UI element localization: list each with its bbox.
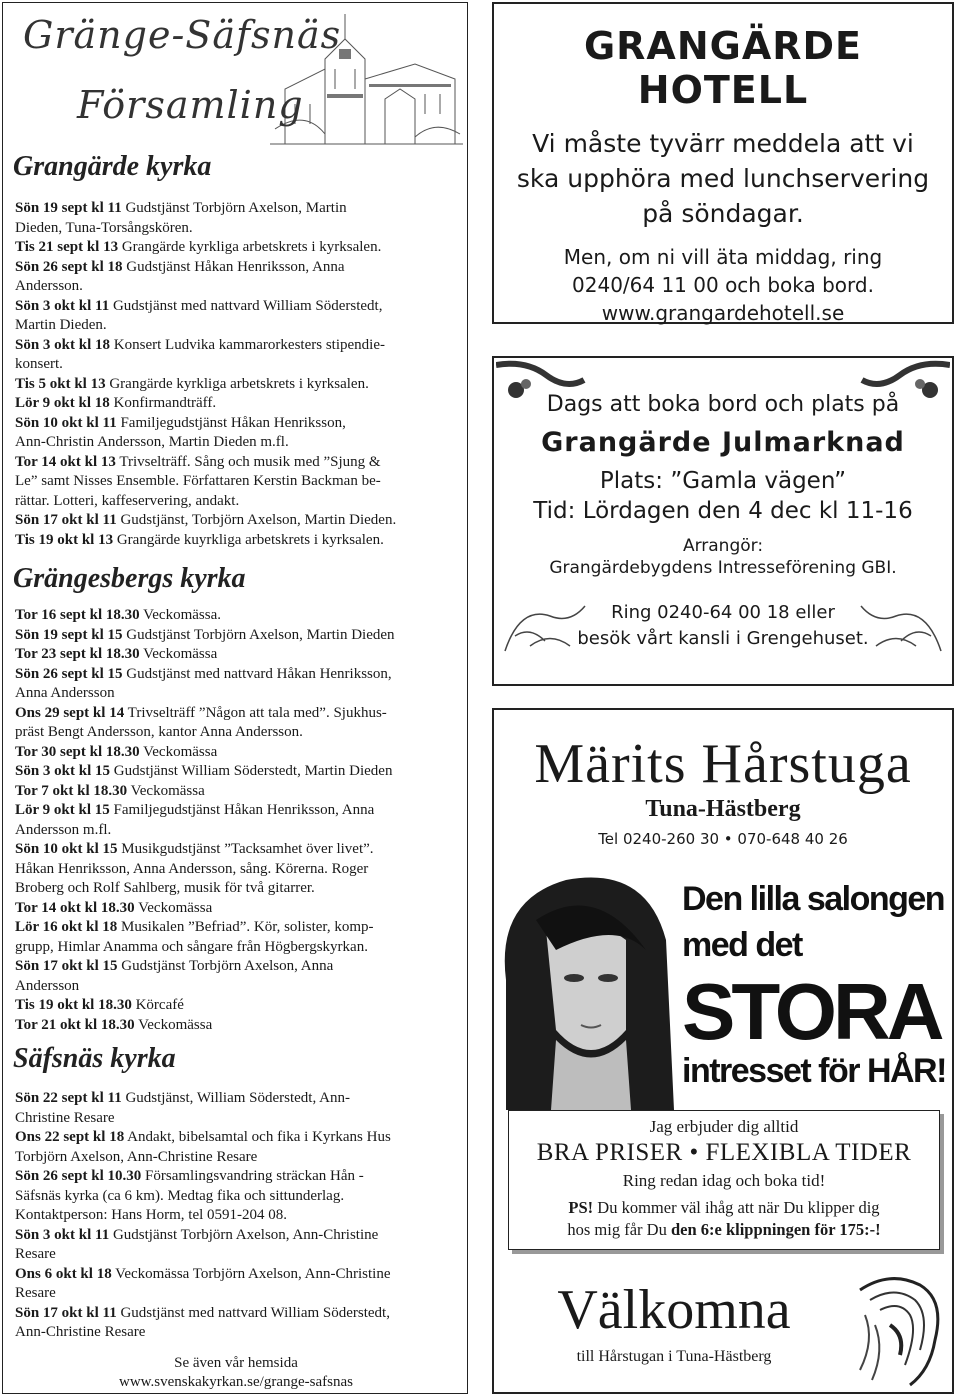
hotel-ad — [492, 2, 954, 324]
schedule-date: Tor 14 okt kl 18.30 — [15, 899, 135, 916]
schedule-line — [15, 219, 461, 239]
schedule-line — [15, 258, 461, 278]
schedule-text: Gudstjänst med nattvard William Söderstedt, — [109, 297, 383, 314]
schedule-text: Trivselträff. Sång och musik med ”Sjung & — [115, 453, 381, 470]
schedule-date: Sön 10 okt kl 11 — [15, 414, 117, 431]
schedule-line — [15, 665, 461, 685]
christmas-market-ad — [492, 356, 954, 686]
schedule-text: Veckomässa Torbjörn Axelson, Ann-Christine — [111, 1265, 391, 1282]
schedule-date: Sön 3 okt kl 18 — [15, 336, 111, 353]
schedule-text: Resare — [15, 1246, 56, 1262]
schedule-date: Tor 30 sept kl 18.30 — [15, 743, 140, 760]
schedule-line — [15, 606, 461, 626]
schedule-text: Kontaktperson: Hans Horm, tel 0591-204 08. — [15, 1207, 288, 1223]
schedule-text: Resare — [15, 1285, 56, 1301]
schedule-date: Tor 7 okt kl 18.30 — [15, 782, 128, 799]
schedule-text: Körcafé — [131, 997, 184, 1013]
offer-headline: BRA PRISER • FLEXIBLA TIDER — [536, 1139, 912, 1166]
schedule-line — [15, 977, 461, 997]
salon-name: Märits Hårstuga — [534, 733, 912, 795]
schedule-line — [15, 1016, 461, 1036]
schedule-line — [15, 626, 461, 646]
schedule-date: Lör 9 okt kl 18 — [15, 395, 110, 411]
schedule-text: Dieden, Tuna-Torsångskören. — [15, 219, 193, 236]
market-organizer: Grangärdebygdens Intresseförening GBI. — [549, 558, 897, 578]
schedule-text: Musikgudstjänst ”Tacksamhet över livet”. — [117, 841, 374, 857]
schedule-text: Familjegudstjänst Håkan Henriksson, Anna — [109, 802, 375, 818]
schedule-text: Andersson. — [15, 278, 83, 294]
schedule-line — [15, 1245, 461, 1265]
schedule-text: Grangärde kyrkliga arbetskrets i kyrksalen. — [105, 375, 369, 392]
schedule-text: Håkan Henriksson, Anna Andersson, sång. Körerna. Roger — [15, 860, 369, 877]
schedule-line — [15, 1089, 461, 1109]
hotel-website-link[interactable]: www.grangardehotell.se — [601, 301, 845, 325]
schedule-text: rättar. Lotteri, kaffeservering, andakt. — [15, 492, 240, 509]
ornament-top-right-icon — [860, 360, 950, 410]
ps-deal: den 6:e klippningen för 175:-! — [670, 1220, 881, 1239]
schedule-text: grupp, Himlar Anamma och sångare från Högbergskyrkan. — [15, 938, 368, 955]
hotel-notice-line1: Vi måste tyvärr meddela att vi — [532, 129, 914, 158]
schedule-date: Sön 3 okt kl 11 — [15, 297, 110, 314]
schedule-line — [15, 472, 461, 492]
ornament-bottom-left-icon — [500, 596, 590, 656]
schedule-text: Ann-Christin Andersson, Martin Dieden m.fl. — [15, 434, 289, 450]
schedule-text: Gudstjänst Torbjörn Axelson, Martin Dieden — [122, 626, 395, 643]
schedule-text: Församlingsvandring sträckan Hån - — [141, 1168, 364, 1184]
market-place: Plats: ”Gamla vägen” — [599, 468, 847, 494]
website-footer — [3, 1354, 469, 1392]
schedule-line — [15, 492, 461, 512]
schedule-line — [15, 375, 461, 395]
schedule-line — [15, 723, 461, 743]
offer-cta: Ring redan idag och boka tid! — [622, 1171, 826, 1190]
parish-title-line1: Gränge-Säfsnäs — [23, 13, 342, 57]
schedule-date: Tis 19 okt kl 13 — [15, 531, 114, 548]
schedule-line — [15, 1265, 461, 1285]
footer-url[interactable]: www.svenskakyrkan.se/grange-safsnas — [119, 1374, 353, 1390]
schedule-date: Ons 22 sept kl 18 — [15, 1129, 125, 1145]
schedule-line — [15, 879, 461, 899]
schedule-date: Sön 19 sept kl 11 — [15, 200, 122, 216]
schedule-text: Konsert Ludvika kammarorkesters stipendie- — [110, 336, 385, 353]
schedule-line — [15, 1284, 461, 1304]
hotel-notice-line2: ska upphöra med lunchservering — [516, 164, 930, 193]
schedule-line — [15, 899, 461, 919]
schedule-line — [15, 1323, 461, 1343]
schedule-line — [15, 918, 461, 938]
ps-text1: Du kommer väl ihåg att när Du klipper dig — [593, 1198, 880, 1217]
schedule-text: präst Bengt Andersson, kantor Anna Andersson. — [15, 724, 303, 740]
schedule-text: Gudstjänst Torbjörn Axelson, Martin — [121, 200, 347, 216]
schedule-date: Lör 16 okt kl 18 — [15, 919, 118, 935]
schedule-date: Sön 19 sept kl 15 — [15, 626, 123, 643]
market-contact-phone: Ring 0240-64 00 18 eller — [611, 602, 835, 623]
schedule-date: Tor 21 okt kl 18.30 — [15, 1016, 135, 1033]
schedule-line — [15, 821, 461, 841]
schedule-line — [15, 297, 461, 317]
schedule-line — [15, 1304, 461, 1324]
schedule-date: Tis 5 okt kl 13 — [15, 375, 106, 392]
schedule-line — [15, 1187, 461, 1207]
market-time: Tid: Lördagen den 4 dec kl 11-16 — [533, 498, 913, 524]
schedule-text: Musikalen ”Befriad”. Kör, solister, komp- — [117, 919, 374, 935]
schedule-line — [15, 199, 461, 219]
schedule-text: Gudstjänst med nattvard Håkan Henriksson, — [122, 665, 392, 682]
hotel-booking — [494, 243, 952, 327]
schedule-line — [15, 684, 461, 704]
schedule-text: Veckomässa — [134, 1016, 213, 1033]
section-heading-safsnas: Säfsnäs kyrka — [13, 1043, 176, 1074]
welcome-subtitle: till Hårstugan i Tuna-Hästberg — [576, 1348, 772, 1365]
section-heading-grangarde: Grangärde kyrka — [13, 151, 212, 182]
market-intro: Dags att boka bord och plats på — [546, 392, 900, 417]
schedule-line — [15, 238, 461, 258]
hotel-title: GRANGÄRDE HOTELL — [583, 24, 863, 112]
schedule-text: Gudstjänst, William Söderstedt, Ann- — [121, 1090, 350, 1106]
schedule-text: Martin Dieden. — [15, 317, 107, 333]
hair-illustration — [850, 1270, 950, 1390]
schedule-text: Andakt, bibelsamtal och fika i Kyrkans Hus — [124, 1129, 391, 1145]
hotel-notice-line3: på söndagar. — [642, 199, 804, 228]
schedule-date: Sön 26 sept kl 15 — [15, 665, 123, 682]
schedule-line — [15, 453, 461, 473]
schedule-date: Sön 26 sept kl 10.30 — [15, 1168, 142, 1184]
schedule-line — [15, 1167, 461, 1187]
slogan-big-word: STORA — [682, 967, 941, 1056]
schedule-text: Gudstjänst, Torbjörn Axelson, Martin Dieden. — [116, 512, 397, 528]
schedule-line — [15, 355, 461, 375]
ornament-bottom-right-icon — [856, 596, 946, 656]
schedule-date: Tis 19 okt kl 18.30 — [15, 997, 132, 1013]
schedule-text: Veckomässa — [134, 899, 213, 916]
schedule-line — [15, 414, 461, 434]
schedule-text: Veckomässa — [139, 646, 218, 662]
schedule-text: Ann-Christine Resare — [15, 1324, 146, 1340]
salon-phone: Tel 0240-260 30 • 070-648 40 26 — [598, 830, 848, 848]
schedule-text: Veckomässa — [127, 782, 205, 799]
market-title: Grangärde Julmarknad — [541, 427, 905, 458]
schedule-line — [15, 531, 461, 551]
ps-label: PS! — [568, 1198, 594, 1217]
schedule-line — [15, 801, 461, 821]
offer-box — [508, 1110, 940, 1250]
schedule-line — [15, 1109, 461, 1129]
schedule-text: Le” samt Nisses Ensemble. Författaren Kerstin Backman be- — [15, 473, 381, 489]
schedule-date: Sön 3 okt kl 15 — [15, 763, 111, 779]
hotel-notice — [494, 126, 952, 231]
schedule-text: Konfirmandträff. — [109, 395, 217, 411]
schedule-line — [15, 1206, 461, 1226]
footer-line1: Se även vår hemsida — [174, 1355, 298, 1371]
section-lines-grangesberg — [15, 606, 461, 1035]
offer-intro: Jag erbjuder dig alltid — [649, 1117, 799, 1136]
hotel-booking-line1: Men, om ni vill äta middag, ring — [563, 245, 883, 269]
schedule-date: Sön 22 sept kl 11 — [15, 1090, 122, 1106]
schedule-text: Gudstjänst Håkan Henriksson, Anna — [122, 258, 345, 275]
schedule-date: Tor 16 sept kl 18.30 — [15, 607, 140, 623]
welcome-heading: Välkomna — [557, 1279, 791, 1341]
schedule-line — [15, 743, 461, 763]
schedule-text: Trivselträff ”Någon att tala med”. Sjukhus- — [124, 704, 387, 721]
schedule-text: Gudstjänst Torbjörn Axelson, Anna — [117, 958, 334, 974]
parish-title-line2: Församling — [77, 83, 304, 127]
schedule-text: Grangärde kuyrkliga arbetskrets i kyrksalen. — [113, 531, 384, 548]
section-lines-grangarde — [15, 199, 461, 550]
schedule-line — [15, 336, 461, 356]
schedule-line — [15, 996, 461, 1016]
schedule-date: Sön 17 okt kl 11 — [15, 512, 117, 528]
schedule-line — [15, 511, 461, 531]
schedule-date: Sön 3 okt kl 11 — [15, 1226, 110, 1243]
slogan-line4: intresset för HÅR! — [682, 1052, 946, 1090]
schedule-text: Andersson m.fl. — [15, 821, 112, 838]
schedule-line — [15, 394, 461, 414]
schedule-text: Gudstjänst med nattvard William Söderstedt, — [116, 1304, 390, 1321]
offer-ps — [509, 1197, 939, 1241]
schedule-date: Sön 17 okt kl 15 — [15, 958, 118, 974]
schedule-text: Veckomässa — [139, 743, 218, 760]
schedule-text: Christine Resare — [15, 1109, 115, 1126]
ps-text2: hos mig får Du — [567, 1220, 671, 1239]
market-organizer-label: Arrangör: — [682, 536, 764, 556]
schedule-text: konsert. — [15, 356, 63, 372]
hotel-booking-phone: 0240/64 11 00 och boka bord. — [572, 273, 874, 297]
slogan-line1: Den lilla salongen — [682, 880, 945, 918]
schedule-text: Säfsnäs kyrka (ca 6 km). Medtag fika och sittunderlag. — [15, 1187, 345, 1204]
salon-location: Tuna-Hästberg — [645, 796, 801, 822]
schedule-text: Gudstjänst William Söderstedt, Martin Dieden — [110, 763, 393, 779]
schedule-text: Andersson — [15, 977, 80, 994]
schedule-date: Ons 29 sept kl 14 — [15, 704, 125, 721]
schedule-text: Broberg och Rolf Sahlberg, musik för två gitarrer. — [15, 880, 315, 896]
schedule-line — [15, 1226, 461, 1246]
schedule-date: Tis 21 sept kl 13 — [15, 239, 119, 255]
parish-calendar — [2, 2, 468, 1394]
slogan-line2: med det — [682, 926, 802, 964]
schedule-text: Torbjörn Axelson, Ann-Christine Resare — [15, 1148, 258, 1165]
ornament-top-left-icon — [496, 360, 586, 410]
schedule-line — [15, 645, 461, 665]
schedule-date: Sön 10 okt kl 15 — [15, 841, 118, 857]
schedule-text: Familjegudstjänst Håkan Henriksson, — [116, 414, 346, 431]
schedule-text: Veckomässa. — [139, 607, 221, 623]
section-heading-grangesberg: Grängesbergs kyrka — [13, 563, 246, 594]
schedule-line — [15, 840, 461, 860]
schedule-date: Tor 23 sept kl 18.30 — [15, 646, 140, 662]
schedule-date: Tor 14 okt kl 13 — [15, 453, 116, 470]
schedule-line — [15, 316, 461, 336]
schedule-line — [15, 1148, 461, 1168]
schedule-line — [15, 704, 461, 724]
salon-ad — [492, 708, 954, 1394]
schedule-line — [15, 762, 461, 782]
schedule-line — [15, 782, 461, 802]
schedule-line — [15, 860, 461, 880]
woman-portrait-image — [496, 860, 674, 1110]
schedule-line — [15, 433, 461, 453]
schedule-date: Ons 6 okt kl 18 — [15, 1265, 112, 1282]
schedule-date: Sön 26 sept kl 18 — [15, 258, 123, 275]
schedule-text: Grangärde kyrkliga arbetskrets i kyrksalen. — [118, 239, 382, 255]
schedule-date: Lör 9 okt kl 15 — [15, 802, 110, 818]
schedule-line — [15, 277, 461, 297]
schedule-text: Gudstjänst Torbjörn Axelson, Ann-Christine — [109, 1226, 379, 1243]
schedule-text: Anna Andersson — [15, 685, 115, 701]
schedule-line — [15, 1128, 461, 1148]
market-contact-visit: besök vårt kansli i Grengehuset. — [577, 628, 869, 649]
schedule-line — [15, 957, 461, 977]
schedule-date: Sön 17 okt kl 11 — [15, 1304, 117, 1321]
section-lines-safsnas — [15, 1089, 461, 1343]
schedule-line — [15, 938, 461, 958]
